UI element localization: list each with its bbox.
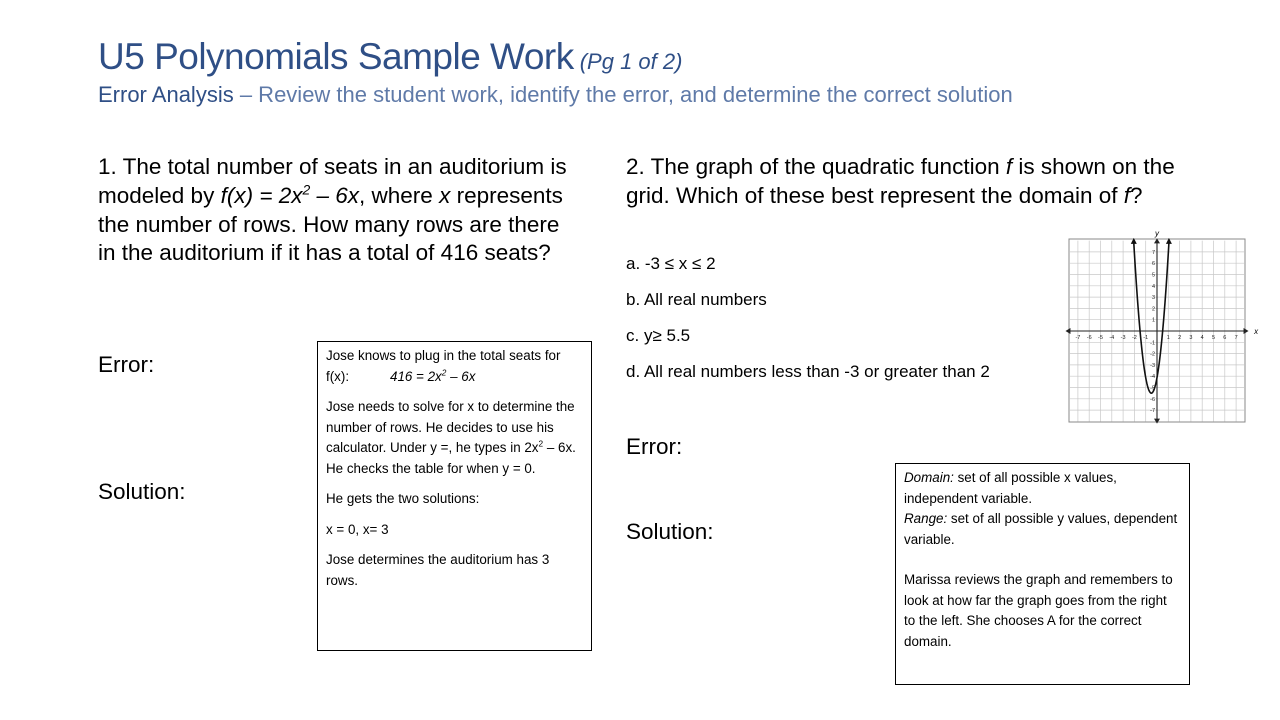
x-axis-arrow-right bbox=[1244, 328, 1249, 334]
x-axis-label: x bbox=[1254, 327, 1259, 336]
box1-para-5: Jose determines the auditorium has 3 rows. bbox=[326, 552, 550, 588]
box1-eq-tail: – 6x bbox=[446, 368, 476, 384]
q1-rest: represents the number of rows. How many rows are there in the auditorium if it has a total of 416 seats? bbox=[98, 182, 563, 266]
q2-end: ? bbox=[1130, 182, 1143, 208]
x-tick-label: -4 bbox=[1109, 335, 1115, 341]
y-tick-label: 5 bbox=[1151, 272, 1155, 279]
student-work-box-1 bbox=[317, 341, 592, 651]
q2-f2: f bbox=[1123, 182, 1131, 208]
q1-solution-label: Solution: bbox=[98, 479, 186, 504]
x-tick-label: -1 bbox=[1143, 335, 1149, 341]
q1-prefix: 1. The total number of seats in an auditorium is modeled by bbox=[98, 154, 567, 208]
y-tick-label: 6 bbox=[1151, 261, 1155, 268]
x-tick-label: -5 bbox=[1098, 335, 1103, 341]
box1-eq: 416 = 2x bbox=[390, 368, 442, 384]
y-tick-label: 3 bbox=[1151, 295, 1155, 302]
q2-f: f bbox=[1005, 154, 1013, 179]
title-main: U5 Polynomials Sample Work bbox=[98, 36, 574, 77]
q1-mid: , where bbox=[359, 182, 440, 208]
x-tick-label: 1 bbox=[1166, 335, 1170, 341]
option-a: a. -3 ≤ x ≤ 2 bbox=[626, 254, 716, 273]
option-c: c. y≥ 5.5 bbox=[626, 326, 691, 345]
y-tick-label: -1 bbox=[1150, 340, 1155, 347]
q1-function bbox=[221, 183, 359, 208]
y-tick-label: 2 bbox=[1151, 306, 1155, 313]
box1-p1-text: Jose knows to plug in the total seats for f(x): bbox=[326, 348, 561, 384]
x-tick-label: 7 bbox=[1234, 335, 1238, 341]
page-title bbox=[98, 36, 682, 78]
y-tick-label: -6 bbox=[1150, 396, 1155, 403]
question-2 bbox=[626, 153, 1186, 211]
question-1 bbox=[98, 153, 568, 268]
q2-solution-label: Solution: bbox=[626, 519, 714, 544]
domain-term: Domain: bbox=[904, 470, 954, 485]
page-subtitle bbox=[98, 82, 1013, 108]
box2-spacer bbox=[904, 550, 1181, 570]
range-definition: set of all possible y values, dependent variable. bbox=[904, 511, 1178, 547]
x-tick-label: 6 bbox=[1223, 335, 1227, 341]
range-term: Range: bbox=[904, 511, 948, 526]
title-page-indicator: (Pg 1 of 2) bbox=[579, 49, 683, 74]
box2-domain bbox=[904, 468, 1181, 509]
q1-func-tail: – 6x bbox=[310, 182, 360, 208]
y-tick-label: 1 bbox=[1151, 317, 1155, 324]
x-tick-label: 5 bbox=[1211, 335, 1216, 341]
q1-error-label: Error: bbox=[98, 352, 155, 377]
y-tick-label: 4 bbox=[1151, 283, 1155, 290]
y-tick-label: -2 bbox=[1150, 351, 1155, 358]
option-d: d. All real numbers less than -3 or greater than 2 bbox=[626, 362, 990, 381]
box1-p2-b: – 6x. He checks the table for when y = 0. bbox=[326, 440, 576, 476]
box1-para-4: x = 0, x= 3 bbox=[326, 521, 389, 537]
q1-func: f(x) = 2x bbox=[220, 182, 303, 208]
box1-para-3: He gets the two solutions: bbox=[326, 491, 480, 506]
box2-range bbox=[904, 509, 1181, 550]
quadratic-graph bbox=[1066, 228, 1259, 424]
x-tick-label: -2 bbox=[1131, 335, 1137, 341]
box1-p2-exponent: 2 bbox=[538, 438, 544, 449]
y-tick-label: -5 bbox=[1150, 385, 1155, 392]
x-tick-label: -6 bbox=[1086, 335, 1092, 341]
q2-mid: is shown on the grid. Which of these best represent the domain of bbox=[626, 154, 1175, 208]
box1-eq-exponent: 2 bbox=[441, 367, 447, 378]
q2-prefix: 2. The graph of the quadratic function bbox=[626, 154, 1006, 179]
x-axis-arrow-left bbox=[1065, 328, 1070, 334]
box1-para-2 bbox=[326, 397, 583, 479]
x-tick-label: -3 bbox=[1120, 335, 1126, 341]
y-tick-label: -3 bbox=[1150, 362, 1155, 369]
box1-equation bbox=[390, 369, 475, 384]
x-tick-label: 4 bbox=[1200, 335, 1204, 341]
option-b: b. All real numbers bbox=[626, 290, 767, 309]
q1-func-exponent: 2 bbox=[302, 181, 311, 198]
domain-definition: set of all possible x values, independent variable. bbox=[904, 470, 1117, 506]
x-tick-label: -7 bbox=[1075, 335, 1081, 341]
y-tick-label: 7 bbox=[1151, 249, 1155, 256]
x-tick-label: 3 bbox=[1189, 335, 1193, 341]
y-tick-label: -4 bbox=[1150, 374, 1155, 381]
subtitle-emphasis: Error Analysis bbox=[98, 82, 234, 107]
box2-para-2: Marissa reviews the graph and remembers to look at how far the graph goes from the right to the left. She chooses A for the correct domain. bbox=[904, 572, 1173, 649]
student-work-box-2 bbox=[895, 463, 1190, 685]
box1-p2-a: Jose needs to solve for x to determine the number of rows. He decides to use his calculator. Under y =, he types in 2x bbox=[326, 399, 575, 455]
q2-error-label: Error: bbox=[626, 434, 683, 459]
y-axis-label: y bbox=[1155, 228, 1159, 238]
y-tick-label: -7 bbox=[1150, 408, 1155, 415]
x-tick-label: 2 bbox=[1178, 335, 1182, 341]
box1-para-1 bbox=[326, 346, 583, 387]
q1-var: x bbox=[439, 182, 451, 208]
subtitle-rest: – Review the student work, identify the error, and determine the correct solution bbox=[233, 82, 1013, 107]
